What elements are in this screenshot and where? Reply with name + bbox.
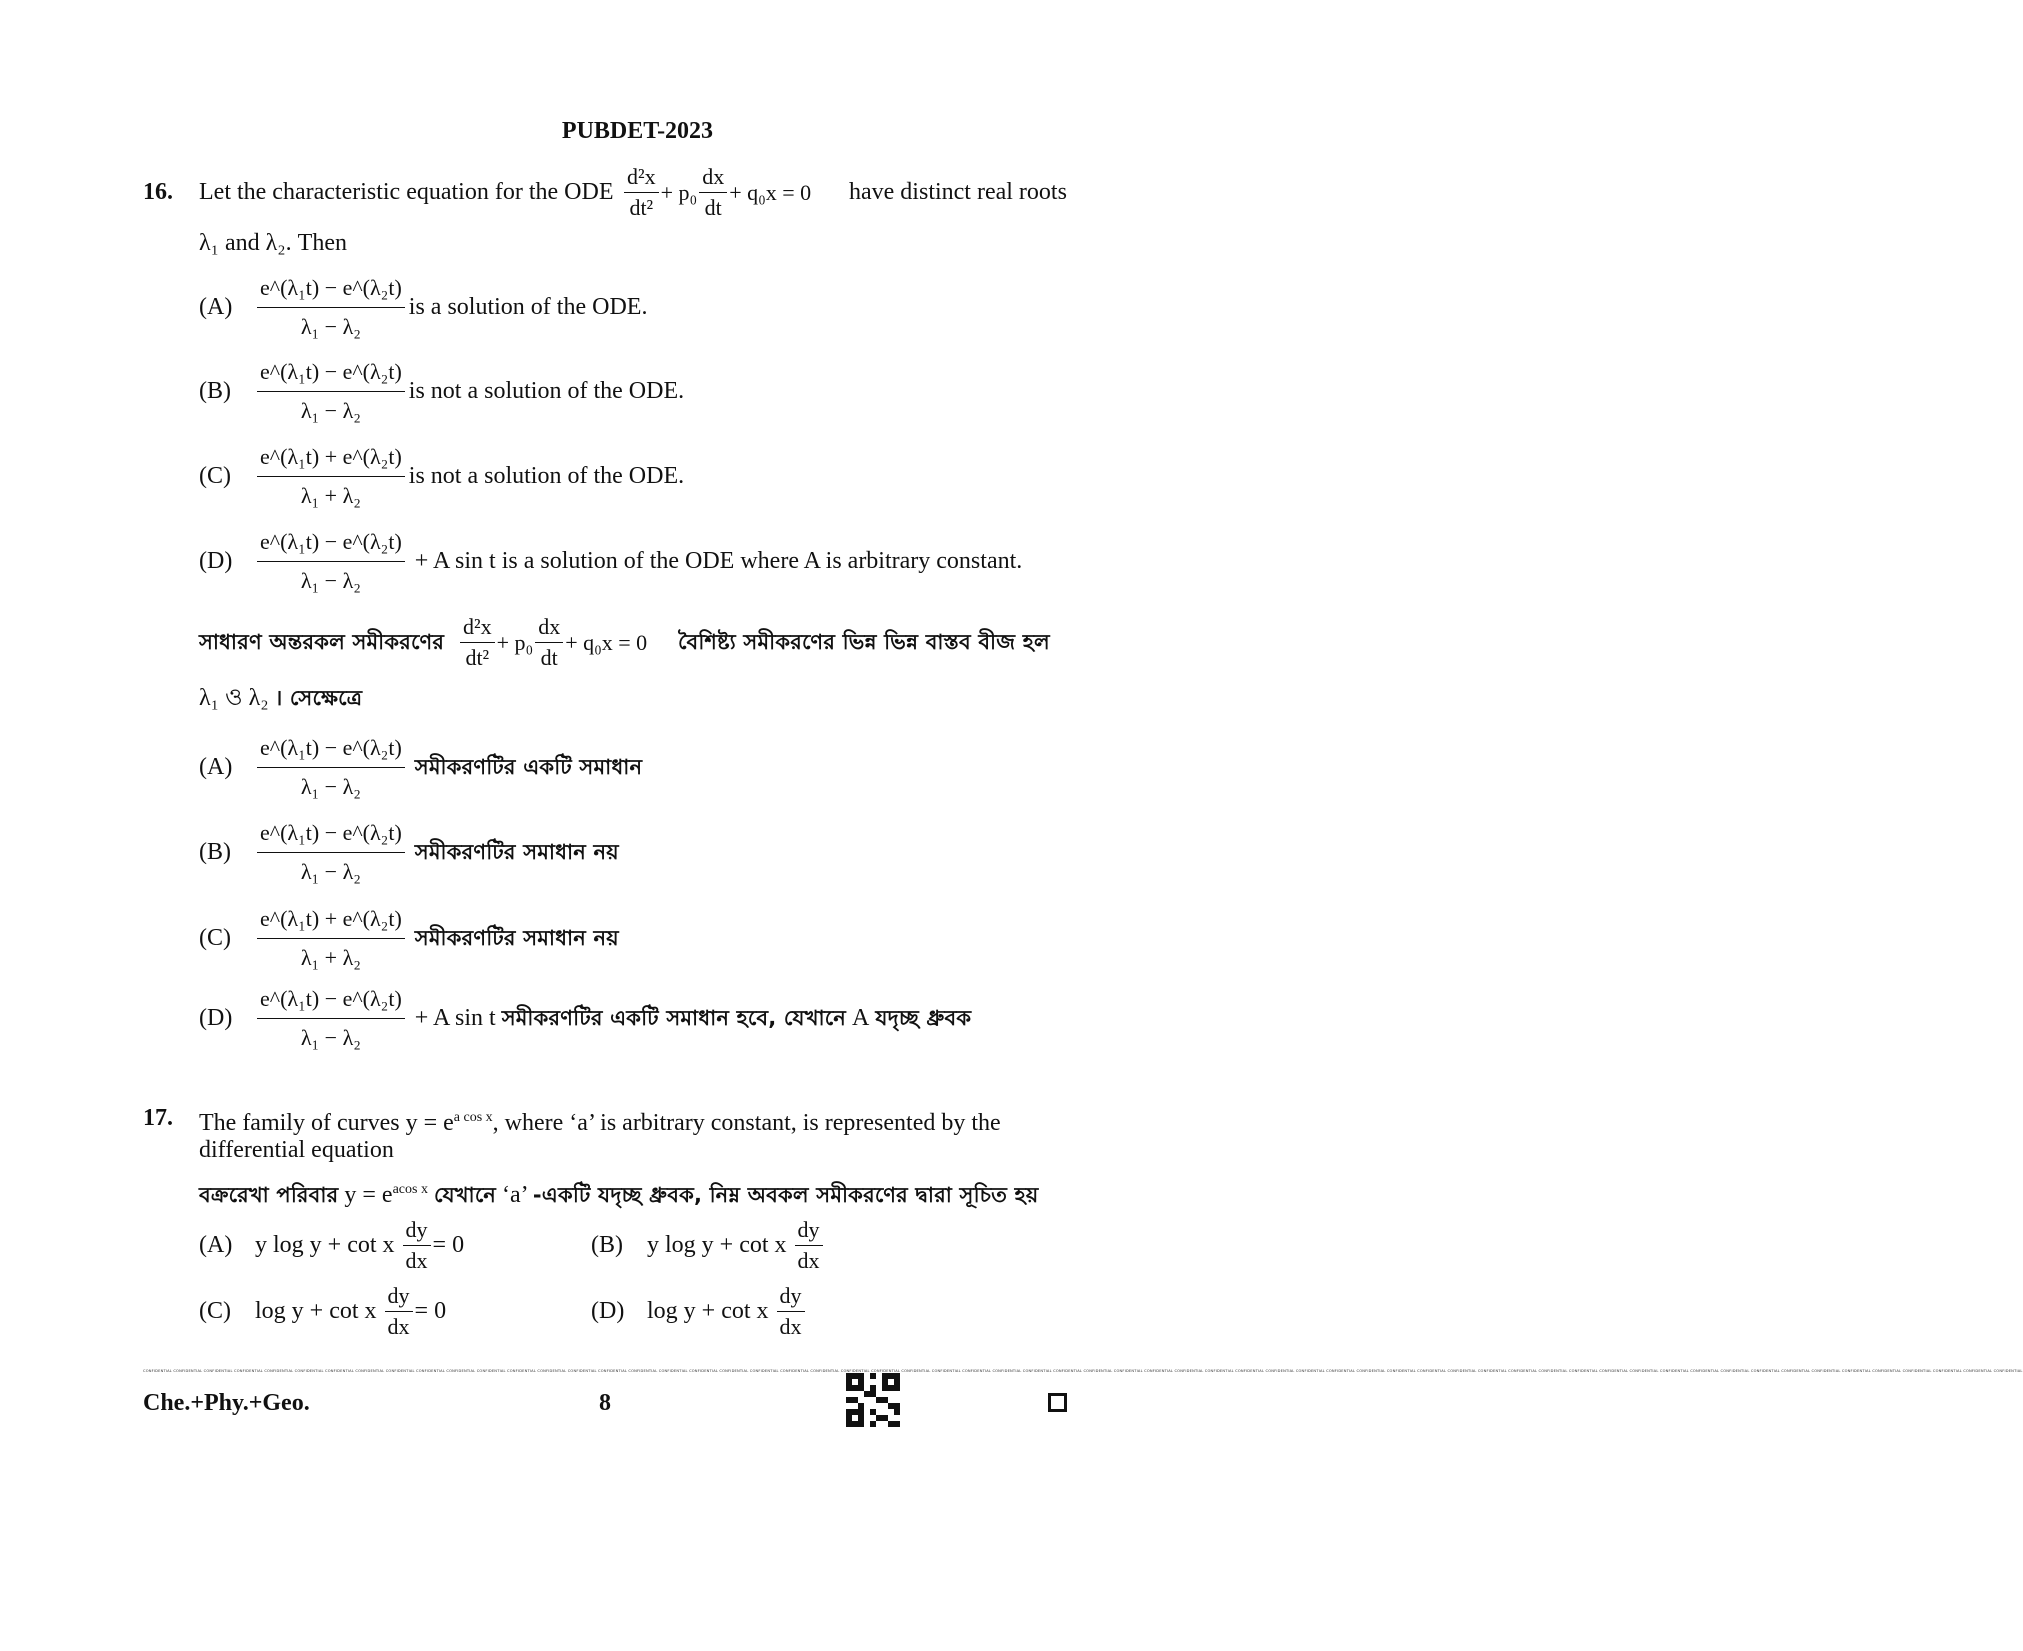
expr-denominator: λ₁ + λ₂ xyxy=(300,944,361,970)
option-expr: log y + cot x xyxy=(647,1298,769,1324)
q16-ode-bn xyxy=(458,614,647,671)
option-text: is a solution of the ODE where A is arbitrary constant. xyxy=(501,548,1023,574)
ode-p0: + p₀ xyxy=(496,629,534,655)
option-label: (D) xyxy=(591,1297,625,1324)
ode-rest: + q₀x = 0 xyxy=(565,629,648,655)
dy: dy xyxy=(403,1217,431,1246)
option-text-bn-2: যদৃচ্ছ ধ্রুবক xyxy=(875,1006,972,1030)
q16-stem-bn-post: বৈশিষ্ট্য সমীকরণের ভিন্ন ভিন্ন বাস্তব বীজ হল xyxy=(678,630,1050,654)
question-17-number: 17. xyxy=(143,1105,173,1131)
q17-option-a[interactable] xyxy=(199,1217,464,1273)
option-label: (A) xyxy=(199,293,233,320)
option-label: (B) xyxy=(199,838,231,865)
option-text: is a solution of the ODE. xyxy=(408,294,648,320)
q16-option-en-a[interactable] xyxy=(199,272,647,342)
expr-numerator: e^(λ₁t) + e^(λ₂t) xyxy=(257,906,405,939)
option-equals: = 0 xyxy=(414,1298,447,1324)
expr-denominator: λ₁ − λ₂ xyxy=(300,567,361,593)
ode-dx: dx xyxy=(699,164,727,193)
option-expr: y log y + cot x xyxy=(255,1232,395,1258)
qr-code-icon xyxy=(846,1373,900,1427)
stem-bn-exponent: acos x xyxy=(392,1182,428,1197)
footer-subjects: Che.+Phy.+Geo. xyxy=(143,1390,310,1416)
stem-bn-3: -একটি যদৃচ্ছ ধ্রুবক, নিম্ন অবকল সমীকরণের দ্বারা সূচিত হয় xyxy=(532,1183,1039,1207)
stem-part-1: The family of curves y = e xyxy=(199,1110,454,1136)
q16-option-en-b[interactable] xyxy=(199,356,684,426)
option-equals: = 0 xyxy=(432,1232,465,1258)
a-sin-t: + A sin t xyxy=(414,1005,496,1031)
option-text: is not a solution of the ODE. xyxy=(408,463,685,489)
stem-bn-a: ‘a’ xyxy=(502,1182,527,1208)
option-label: (C) xyxy=(199,462,231,489)
expr-numerator: e^(λ₁t) − e^(λ₂t) xyxy=(257,820,405,853)
stem-bn-2: যেখানে xyxy=(433,1183,497,1207)
q16-option-en-d[interactable] xyxy=(199,526,1022,596)
q17-option-d[interactable] xyxy=(591,1283,807,1339)
q16-ode-en xyxy=(622,164,811,221)
q17-stem-en-line2: differential equation xyxy=(199,1137,394,1163)
expr-denominator: λ₁ − λ₂ xyxy=(300,397,361,423)
option-label: (B) xyxy=(591,1231,623,1258)
q17-stem-bn xyxy=(199,1176,1038,1209)
roots-suffix: । সেক্ষেত্রে xyxy=(274,686,363,710)
q16-stem-bn-pre: সাধারণ অন্তরকল সমীকরণের xyxy=(199,630,445,654)
q16-roots-bn xyxy=(199,684,362,712)
option-text: সমীকরণটির সমাধান নয় xyxy=(414,926,619,950)
dy: dy xyxy=(777,1283,805,1312)
option-label: (A) xyxy=(199,753,233,780)
option-text: সমীকরণটির একটি সমাধান xyxy=(414,755,643,779)
dy: dy xyxy=(795,1217,823,1246)
ode-dt2: dt² xyxy=(465,645,490,670)
ode-d2x: d²x xyxy=(624,164,659,193)
option-label: (B) xyxy=(199,377,231,404)
a-sin-t: + A sin t xyxy=(414,548,496,574)
expr-numerator: e^(λ₁t) − e^(λ₂t) xyxy=(257,735,405,768)
option-expr: log y + cot x xyxy=(255,1298,377,1324)
q16-option-bn-d[interactable] xyxy=(199,983,971,1053)
option-expr: y log y + cot x xyxy=(647,1232,787,1258)
q17-option-c[interactable] xyxy=(199,1283,446,1339)
expr-numerator: e^(λ₁t) − e^(λ₂t) xyxy=(257,986,405,1019)
expr-numerator: e^(λ₁t) + e^(λ₂t) xyxy=(257,444,405,477)
q17-option-b[interactable] xyxy=(591,1217,825,1273)
roots-symbols: λ₁ ও λ₂ xyxy=(199,685,269,711)
expr-numerator: e^(λ₁t) − e^(λ₂t) xyxy=(257,275,405,308)
option-text-a: A xyxy=(851,1005,870,1031)
expr-denominator: λ₁ − λ₂ xyxy=(300,858,361,884)
q16-option-bn-b[interactable] xyxy=(199,817,619,887)
q16-stem-en-pre: Let the characteristic equation for the ODE xyxy=(199,179,614,205)
ode-rest: + q₀x = 0 xyxy=(729,179,812,205)
page-number: 8 xyxy=(599,1390,611,1416)
ode-p0: + p₀ xyxy=(660,179,698,205)
ode-d2x: d²x xyxy=(460,614,495,643)
q16-option-bn-c[interactable] xyxy=(199,903,619,973)
option-label: (C) xyxy=(199,924,231,951)
q16-option-en-c[interactable] xyxy=(199,441,684,511)
q17-stem-en-line1 xyxy=(199,1104,1001,1137)
ode-dx: dx xyxy=(535,614,563,643)
stem-bn-y: y = e xyxy=(344,1182,393,1208)
question-16-number: 16. xyxy=(143,179,173,205)
ode-dt: dt xyxy=(704,195,722,220)
stem-bn-1: বক্ররেখা পরিবার xyxy=(199,1183,339,1207)
option-label: (D) xyxy=(199,1004,233,1031)
ode-dt: dt xyxy=(540,645,558,670)
dx: dx xyxy=(797,1247,820,1273)
dx: dx xyxy=(405,1247,428,1273)
expr-numerator: e^(λ₁t) − e^(λ₂t) xyxy=(257,529,405,562)
option-label: (C) xyxy=(199,1297,231,1324)
expr-denominator: λ₁ + λ₂ xyxy=(300,482,361,508)
option-text-bn-1: সমীকরণটির একটি সমাধান হবে, যেখানে xyxy=(501,1006,846,1030)
dx: dx xyxy=(387,1313,410,1339)
page-title: PUBDET-2023 xyxy=(561,118,714,144)
square-icon xyxy=(1048,1393,1067,1412)
confidential-strip: CONFIDENTIAL CONFIDENTIAL CONFIDENTIAL CONFIDENTIAL CONFIDENTIAL CONFIDENTIAL CONFIDENTIAL CONFIDENTIAL CONFIDENTIAL CONFIDENTIAL CONFIDENTIAL CONFIDENTIAL CONFIDENTIAL CONFIDENTIAL CONFIDENTIAL CONFIDENTIAL CONFIDENTIAL CONFIDENTIAL CONFIDENTIAL CONFIDENTIAL CONFIDENTIAL CONFIDENTIAL CONFIDENTIAL CONFIDENTIAL CONFIDENTIAL CONFIDENTIAL CONFIDENTIAL CONFIDENTIAL CONFIDENTIAL CONFIDENTIAL CONFIDENTIAL CONFIDENTIAL CONFIDENTIAL CONFIDENTIAL CONFIDENTIAL CONFIDENTIAL CONFIDENTIAL CONFIDENTIAL CONFIDENTIAL CONFIDENTIAL CONFIDENTIAL CONFIDENTIAL CONFIDENTIAL CONFIDENTIAL CONFIDENTIAL CONFIDENTIAL CONFIDENTIAL CONFIDENTIAL CONFIDENTIAL CONFIDENTIAL CONFIDENTIAL CONFIDENTIAL CONFIDENTIAL CONFIDENTIAL CONFIDENTIAL CONFIDENTIAL CONFIDENTIAL CONFIDENTIAL CONFIDENTIAL CONFIDENTIAL CONFIDENTIAL CONFIDENTIAL xyxy=(143,1369,2023,1373)
stem-part-2: , where ‘a’ is arbitrary constant, is represented by the xyxy=(492,1110,1001,1136)
option-text: সমীকরণটির সমাধান নয় xyxy=(414,840,619,864)
option-label: (A) xyxy=(199,1231,233,1258)
expr-denominator: λ₁ − λ₂ xyxy=(300,1024,361,1050)
ode-dt2: dt² xyxy=(629,195,654,220)
q16-roots-en: λ₁ and λ₂. Then xyxy=(199,230,347,256)
option-text: is not a solution of the ODE. xyxy=(408,378,685,404)
q16-option-bn-a[interactable] xyxy=(199,732,642,802)
dy: dy xyxy=(385,1283,413,1312)
expr-numerator: e^(λ₁t) − e^(λ₂t) xyxy=(257,359,405,392)
dx: dx xyxy=(779,1313,802,1339)
expr-denominator: λ₁ − λ₂ xyxy=(300,313,361,339)
option-label: (D) xyxy=(199,547,233,574)
stem-exponent: a cos x xyxy=(453,1110,493,1125)
expr-denominator: λ₁ − λ₂ xyxy=(300,773,361,799)
q16-stem-en-post: have distinct real roots xyxy=(849,179,1067,205)
